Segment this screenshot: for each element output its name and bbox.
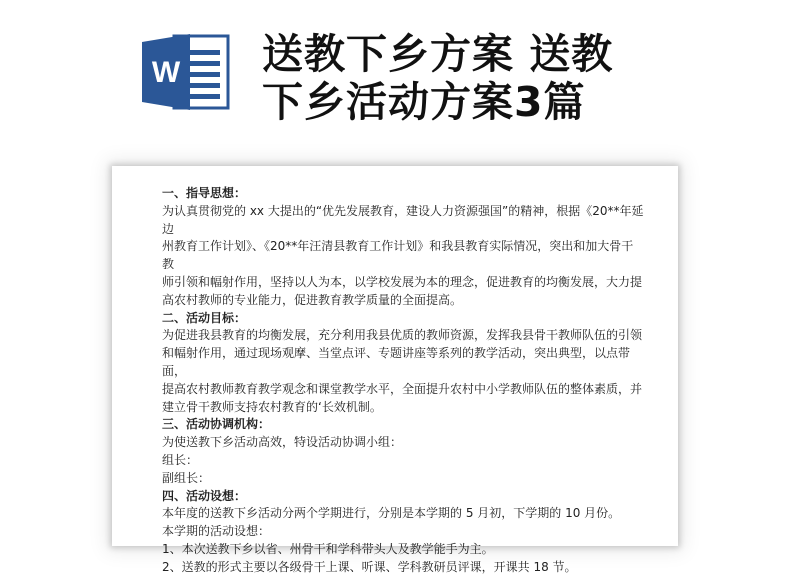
paragraph-line: 为使送教下乡活动高效，特设活动协调小组： [162,435,403,450]
paragraph-line: 组长： [162,452,199,467]
paragraph-line: 师引领和幅射作用，坚持以人为本，以学校发展为本的理念，促进教育的均衡发展，大力提 [162,274,643,289]
page-title [262,30,682,126]
section-heading: 三、活动协调机构： [162,417,271,432]
paragraph-line: 和幅射作用，通过现场观摩、当堂点评、专题讲座等系列的教学活动，突出典型，以点带面， [162,346,631,378]
section-heading: 四、活动设想： [162,488,247,503]
paragraph-line: 本学期的活动设想： [162,524,271,539]
paragraph-line: 建立骨干教师支持农村教育的‘长效机制。 [162,399,382,414]
paragraph-line: 提高农村教师教育教学观念和课堂教学水平，全面提升农村中小学教师队伍的整体素质，并 [162,381,643,396]
section-heading: 一、指导思想： [162,186,247,200]
header [0,0,800,160]
paragraph-line: 本年度的送教下乡活动分两个学期进行，分别是本学期的 5 月初，下学期的 10 月份。 [162,506,621,521]
paragraph-line: 副组长： [162,470,211,485]
paragraph-line: 高农村教师的专业能力，促进教育教学质量的全面提高。 [162,292,463,307]
paragraph-line: 为促进我县教育的均衡发展，充分利用我县优质的教师资源，发挥我县骨干教师队伍的引领 [162,328,643,343]
paragraph-line: 为认真贯彻党的 xx 大提出的“优先发展教育，建设人力资源强国”的精神，根据《20**年延边 [162,203,644,236]
paragraph-line: 1、本次送教下乡以省、州骨干和学科带头人及教学能手为主。 [162,541,494,556]
word-doc-icon [140,30,232,114]
svg-text:W: W [151,56,181,89]
section-heading: 二、活动目标： [162,310,247,325]
title-line-1: 送教下乡方案 送教 [262,30,614,78]
paragraph-line: 2、送教的形式主要以各级骨干上课、听课、学科教研员评课，开课共 18 节。 [162,559,577,574]
paragraph-line: 州教育工作计划》、《20**年汪清县教育工作计划》和我县教育实际情况，突出和加大骨干教 [162,239,634,272]
document-body [162,185,644,577]
title-line-2: 下乡活动方案3篇 [262,78,586,126]
